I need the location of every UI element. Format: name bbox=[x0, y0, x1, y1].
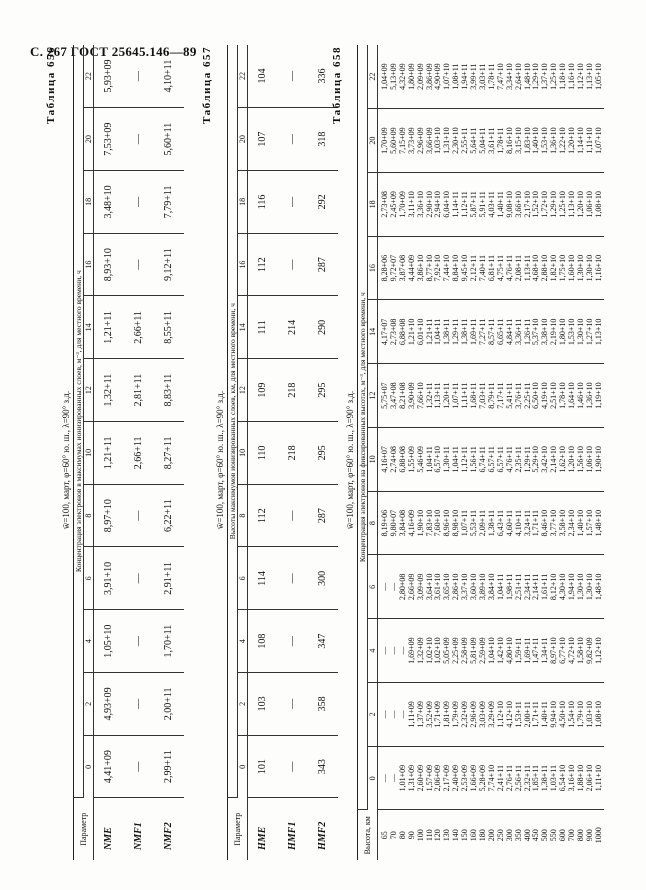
hour-header: 4 bbox=[238, 610, 248, 673]
hours-row bbox=[238, 45, 248, 860]
table-cell: 112 bbox=[248, 233, 278, 296]
table-row bbox=[248, 45, 278, 860]
hour-header: 4 bbox=[368, 619, 378, 683]
param-name: HMF2 bbox=[317, 821, 328, 850]
hour-header: 22 bbox=[84, 45, 94, 108]
value-column: 5,75+07 3,47+08 8,21+08 3,90+09 7,66+10 1,32+11 1,13+11 1,20+11 1,07+11 1,11+11 1,68+11 7,03+11 8,79+11 7,17+11 5,41+11 3,76+11 2,25+11 6,50+10 4,19+10 2,51+10 1,78+10 1,64+10 1,46+10 1,36+10 1,19+10 bbox=[378, 364, 604, 428]
value-column: 8,19+06 9,80+07 3,84+08 4,16+09 1,90+10 7,83+10 7,60+10 8,96+10 8,98+10 1,07+11 5,53+11 2,09+11 1,38+11 6,43+11 4,60+11 4,10+11 3,24+11 1,71+11 8,46+10 3,77+10 3,58+10 2,34+10 1,40+10 1,57+10 1,48+10 bbox=[378, 491, 604, 555]
table-658-label: Таблица 658 bbox=[331, 46, 343, 124]
hour-header: 14 bbox=[238, 296, 248, 359]
hour-header: 22 bbox=[368, 45, 378, 109]
table-cell: 7,53+09 bbox=[94, 108, 124, 171]
table-cell: — bbox=[278, 673, 308, 736]
height-header: Высота, км bbox=[358, 810, 378, 860]
table-cell: — bbox=[124, 673, 154, 736]
table-cell: 109 bbox=[248, 359, 278, 422]
table-row bbox=[154, 45, 184, 860]
table-cell: 358 bbox=[308, 673, 338, 736]
table-cell: 101 bbox=[248, 735, 278, 798]
table-cell: — bbox=[124, 735, 154, 798]
value-column: 1,70+09 5,60+09 7,15+09 3,73+09 2,96+09 3,66+09 1,03+10 1,31+10 2,30+10 2,55+11 5,64+11 5,04+11 3,61+11 1,78+11 8,16+10 3,15+10 1,83+10 1,40+10 1,53+10 1,36+10 1,22+10 1,20+10 1,14+10 1,11+10 1,07+10 bbox=[378, 109, 604, 173]
value-column: 2,73+08 2,45+09 1,70+09 3,11+10 3,36+10 2,90+10 2,94+10 6,04+10 1,14+11 1,12+11 5,87+11 5,91+11 4,03+11 1,40+11 9,08+10 3,66+10 2,17+10 1,52+10 1,72+10 1,29+10 1,25+10 1,13+10 1,20+10 1,06+10 1,08+10 bbox=[378, 173, 604, 237]
hour-header: 0 bbox=[84, 735, 94, 798]
table-cell: 4,41+09 bbox=[94, 735, 124, 798]
table-656-title: w̄=100, март, φ=60° ю. ш., λ=90° з.д. bbox=[61, 390, 71, 530]
table-cell: 2,00+11 bbox=[154, 673, 184, 736]
table-cell: 343 bbox=[308, 735, 338, 798]
table-cell: 114 bbox=[248, 547, 278, 610]
table-cell: 8,97+10 bbox=[94, 484, 124, 547]
hour-header: 20 bbox=[368, 109, 378, 173]
table-cell: 6,22+11 bbox=[154, 484, 184, 547]
table-cell: 1,21+11 bbox=[94, 422, 124, 485]
table-cell: — bbox=[124, 610, 154, 673]
table-cell: 8,55+11 bbox=[154, 296, 184, 359]
param-name: HMF1 bbox=[287, 821, 298, 850]
table-cell: — bbox=[278, 171, 308, 234]
hour-header: 10 bbox=[238, 422, 248, 485]
table-cell: 1,32+11 bbox=[94, 359, 124, 422]
hour-header: 14 bbox=[368, 300, 378, 364]
hour-header: 2 bbox=[238, 673, 248, 736]
table-cell: 295 bbox=[308, 422, 338, 485]
group-title: Концентрация электронов в максимумах ионизированных слоев, м⁻³, для местного времени, ч bbox=[74, 45, 84, 798]
table-cell: 214 bbox=[278, 296, 308, 359]
table-cell: 218 bbox=[278, 422, 308, 485]
hours-row bbox=[368, 45, 378, 860]
table-cell: 108 bbox=[248, 610, 278, 673]
table-cell: 112 bbox=[248, 484, 278, 547]
rotated-content bbox=[43, 40, 603, 860]
table-cell: 2,66+11 bbox=[124, 296, 154, 359]
hour-header: 10 bbox=[84, 422, 94, 485]
value-column: — — — 1,11+09 1,37+09 3,52+09 1,71+09 1,81+09 1,79+09 2,32+09 2,96+09 3,03+09 3,29+09 1,12+10 4,12+10 1,53+11 2,00+11 1,71+11 1,40+11 9,94+10 4,50+10 1,54+10 1,79+10 1,03+10 1,08+10 bbox=[378, 683, 604, 747]
table-656-label: Таблица 656 bbox=[45, 46, 57, 124]
hour-header: 10 bbox=[368, 428, 378, 492]
param-header: Параметр bbox=[74, 798, 94, 860]
table-cell: 287 bbox=[308, 484, 338, 547]
table-cell: 2,66+11 bbox=[124, 422, 154, 485]
table-cell: — bbox=[278, 610, 308, 673]
table-cell: 8,83+11 bbox=[154, 359, 184, 422]
hour-header: 20 bbox=[84, 108, 94, 171]
table-cell: 7,79+11 bbox=[154, 171, 184, 234]
hour-header: 16 bbox=[368, 236, 378, 300]
table-cell: 110 bbox=[248, 422, 278, 485]
table-cell: 336 bbox=[308, 45, 338, 108]
table-cell: — bbox=[278, 484, 308, 547]
table-cell: 4,93+09 bbox=[94, 673, 124, 736]
table-cell: 8,27+11 bbox=[154, 422, 184, 485]
table-cell: 3,91+10 bbox=[94, 547, 124, 610]
table-cell: 111 bbox=[248, 296, 278, 359]
hour-header: 6 bbox=[238, 547, 248, 610]
table-cell: 1,05+10 bbox=[94, 610, 124, 673]
table-cell: 2,99+11 bbox=[154, 735, 184, 798]
hours-row bbox=[84, 45, 94, 860]
table-cell: 116 bbox=[248, 171, 278, 234]
table-657 bbox=[227, 45, 338, 860]
table-row bbox=[124, 45, 154, 860]
hour-header: 12 bbox=[368, 364, 378, 428]
table-cell: 287 bbox=[308, 233, 338, 296]
param-name: NMF2 bbox=[163, 822, 174, 850]
table-cell: 4,10+11 bbox=[154, 45, 184, 108]
hour-header: 8 bbox=[84, 484, 94, 547]
table-cell: 318 bbox=[308, 108, 338, 171]
param-name: NME bbox=[103, 827, 115, 850]
page-header: С. 267 ГОСТ 25645.146—89 bbox=[30, 44, 197, 59]
table-cell: — bbox=[124, 171, 154, 234]
table-cell: — bbox=[278, 233, 308, 296]
hour-header: 8 bbox=[238, 484, 248, 547]
table-row bbox=[308, 45, 338, 860]
table-656 bbox=[73, 45, 184, 860]
value-column: 4,16+07 2,74+08 6,88+08 1,55+09 5,46+09 1,04+11 6,57+10 1,30+11 1,04+11 1,12+11 1,56+11 6,74+11 6,57+11 6,57+11 4,76+11 2,35+11 1,29+11 5,29+10 3,42+10 2,14+10 1,62+10 1,20+10 1,56+10 1,06+10 1,90+10 bbox=[378, 428, 604, 492]
hour-header: 4 bbox=[84, 610, 94, 673]
table-cell: 104 bbox=[248, 45, 278, 108]
value-column: — — — 1,69+09 1,32+09 1,02+10 1,02+10 5,05+09 2,25+09 2,58+09 5,81+09 2,59+09 1,04+10 1,42+10 4,80+10 1,59+11 1,69+11 1,47+11 1,34+11 8,97+10 6,77+10 4,72+10 1,58+10 9,82+09 1,12+10 bbox=[378, 619, 604, 683]
table-cell: 1,70+11 bbox=[154, 610, 184, 673]
param-name: NMF1 bbox=[133, 822, 144, 850]
table-cell: — bbox=[278, 735, 308, 798]
table-658-body bbox=[378, 45, 604, 860]
table-cell: 295 bbox=[308, 359, 338, 422]
hour-header: 14 bbox=[84, 296, 94, 359]
table-cell: 5,60+11 bbox=[154, 108, 184, 171]
table-cell: 2,91+11 bbox=[154, 547, 184, 610]
hour-header: 2 bbox=[368, 683, 378, 747]
table-cell: 5,93+09 bbox=[94, 45, 124, 108]
group-title: Концентрация электронов на фиксированных высотах, м⁻³, для местного времени, ч bbox=[358, 45, 368, 810]
group-title: Высоты максимумов ионизированных слоев, км, для местного времени, ч bbox=[228, 45, 238, 798]
table-cell: — bbox=[124, 108, 154, 171]
hour-header: 6 bbox=[84, 547, 94, 610]
table-cell: 290 bbox=[308, 296, 338, 359]
table-cell: 2,81+11 bbox=[124, 359, 154, 422]
table-cell: 300 bbox=[308, 547, 338, 610]
hour-header: 0 bbox=[368, 746, 378, 810]
table-row bbox=[278, 45, 308, 860]
value-column: — — 2,80+08 2,66+09 3,09+09 3,64+10 3,61+10 3,65+10 2,86+10 3,37+10 3,60+10 3,89+10 3,84+10 1,04+11 1,98+11 2,51+11 2,34+11 2,14+11 1,61+11 8,12+10 4,30+10 1,94+10 1,30+10 1,30+10 1,48+10 bbox=[378, 555, 604, 619]
value-column: 1,04+09 5,13+09 4,32+09 1,80+09 2,09+09 3,86+09 4,90+09 1,07+10 1,08+11 1,94+11 3,99+11 3,03+11 1,78+11 7,47+10 3,34+10 2,64+10 1,48+10 1,29+10 1,37+10 1,25+10 1,18+10 1,16+10 1,12+10 1,13+10 1,05+10 bbox=[378, 45, 604, 109]
value-column: — — 1,01+09 1,31+09 2,60+09 1,57+09 2,06+09 2,17+09 2,40+09 2,53+09 1,66+09 5,28+09 7,74+10 2,41+11 2,76+11 2,56+11 2,32+11 1,85+11 1,38+11 1,03+11 6,54+10 3,16+10 1,88+10 2,06+10 1,11+10 bbox=[378, 746, 604, 810]
table-cell: 8,93+10 bbox=[94, 233, 124, 296]
table-cell: — bbox=[278, 547, 308, 610]
table-657-label: Таблица 657 bbox=[201, 46, 213, 124]
hour-header: 2 bbox=[84, 673, 94, 736]
hour-header: 18 bbox=[368, 173, 378, 237]
hour-header: 16 bbox=[238, 233, 248, 296]
table-cell: 9,12+11 bbox=[154, 233, 184, 296]
table-cell: — bbox=[278, 108, 308, 171]
table-cell: 3,48+10 bbox=[94, 171, 124, 234]
table-658 bbox=[357, 45, 604, 860]
table-cell: 103 bbox=[248, 673, 278, 736]
table-cell: 107 bbox=[248, 108, 278, 171]
hour-header: 12 bbox=[84, 359, 94, 422]
table-cell: 292 bbox=[308, 171, 338, 234]
table-657-title: w̄=100, март, φ=60° ю. ш., λ=90° з.д. bbox=[215, 390, 225, 530]
param-header: Параметр bbox=[228, 798, 248, 860]
table-cell: — bbox=[124, 233, 154, 296]
hour-header: 20 bbox=[238, 108, 248, 171]
table-cell: 347 bbox=[308, 610, 338, 673]
hour-header: 18 bbox=[84, 171, 94, 234]
hour-header: 12 bbox=[238, 359, 248, 422]
table-cell: — bbox=[124, 45, 154, 108]
table-cell: — bbox=[124, 547, 154, 610]
hour-header: 22 bbox=[238, 45, 248, 108]
table-658-title: w̄=100, март, φ=60° ю. ш., λ=90° з.д. bbox=[345, 390, 355, 530]
value-column: 4,17+07 2,73+08 6,88+08 1,21+10 6,01+10 1,21+11 1,04+11 1,38+11 1,29+11 1,38+11 1,69+11 7,27+11 8,57+11 6,65+11 4,84+11 3,36+11 1,26+11 5,37+10 3,38+10 2,19+10 1,80+10 1,53+10 1,30+10 1,27+10 1,13+10 bbox=[378, 300, 604, 364]
table-cell: 1,21+11 bbox=[94, 296, 124, 359]
table-cell: 218 bbox=[278, 359, 308, 422]
hour-header: 0 bbox=[238, 735, 248, 798]
height-column: 65 70 80 90 100 110 120 130 140 150 160 180 200 250 300 350 400 450 500 550 600 700 800 900 1000 bbox=[380, 827, 603, 844]
param-name: HME bbox=[257, 826, 269, 850]
hour-header: 16 bbox=[84, 233, 94, 296]
table-cell: — bbox=[124, 484, 154, 547]
hour-header: 8 bbox=[368, 491, 378, 555]
hour-header: 18 bbox=[238, 171, 248, 234]
hour-header: 6 bbox=[368, 555, 378, 619]
table-row bbox=[94, 45, 124, 860]
table-cell: — bbox=[278, 45, 308, 108]
value-column: 8,28+06 9,72+07 3,87+08 4,44+09 3,86+10 8,77+10 7,92+10 7,44+10 8,84+10 9,45+10 2,12+11 7,40+11 6,81+11 4,75+11 4,76+11 2,08+11 1,13+11 4,68+10 2,88+10 1,82+10 1,75+10 1,60+10 1,30+10 1,30+10 1,16+10 bbox=[378, 236, 604, 300]
